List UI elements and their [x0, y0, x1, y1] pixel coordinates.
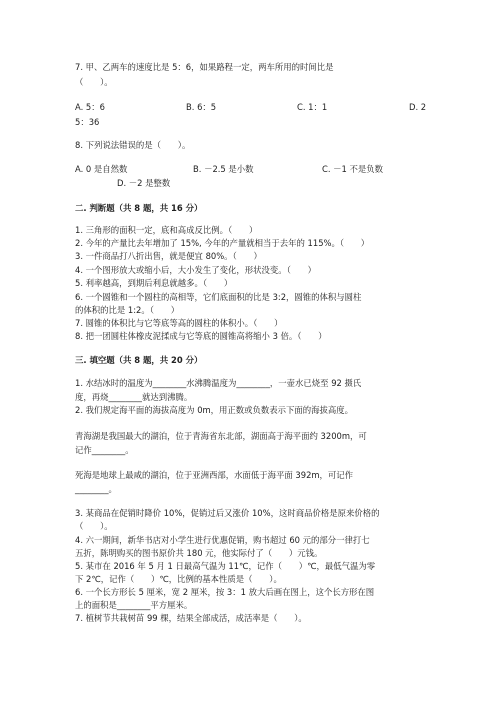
fill-q1-line2: 度，再烧________就达到沸腾。 — [75, 392, 193, 402]
judge-item-7: 7. 圆锥的体积比与它等底等高的圆柱的体积小。（ ） — [75, 318, 283, 328]
judge-item-6-cont: 的体积的比是 1:2。（ ） — [75, 305, 180, 315]
fill-q2: 2. 我们规定海平面的海拔高度为 0m，用正数或负数表示下面的海拔高度。 — [75, 405, 354, 415]
section2-title: 二. 判断题（共 8 题，共 16 分） — [75, 203, 203, 213]
section3-title: 三. 填空题（共 8 题，共 20 分） — [75, 355, 203, 365]
fill-q6-line2: 上的面积是________平方厘米。 — [75, 600, 193, 610]
q7-option-a: A. 5：6 — [75, 102, 105, 112]
q7-line2: （ ）。 — [75, 77, 113, 87]
judge-item-5: 5. 利率越高，到期后利息就越多。（ ） — [75, 278, 233, 288]
judge-item-8: 8. 把一团圆柱体橡皮泥揉成与它等底的圆锥高将缩小 3 倍。（ ） — [75, 331, 327, 341]
q7-option-c: C. 1：1 — [297, 102, 328, 112]
q7-option-d-cont: 5：36 — [75, 117, 100, 127]
fill-q3-line2: （ ）。 — [75, 521, 113, 531]
judge-item-1: 1. 三角形的面积一定，底和高成反比例。（ ） — [75, 225, 258, 235]
judge-item-2: 2. 今年的产量比去年增加了 15%, 今年的产量就相当于去年的 115%。（ ） — [75, 238, 370, 248]
q8-option-c: C. －1 不是负数 — [322, 164, 384, 174]
judge-item-4: 4. 一个图形放大或缩小后，大小发生了变化，形状没变。（ ） — [75, 265, 316, 275]
fill-q2b-line1: 死海是地球上最咸的湖泊，位于亚洲西部，水面低于海平面 392m，可记作 — [75, 470, 354, 480]
fill-q7: 7. 植树节共栽树苗 99 棵，结果全部成活，成活率是（ ）。 — [75, 613, 307, 623]
fill-q5-line2: 下 2℃，记作（ ）℃，比例的基本性质是（ ）。 — [75, 574, 282, 584]
q7-line1: 7. 甲、乙两车的速度比是 5：6，如果路程一定，两车所用的时间比是 — [75, 62, 334, 72]
fill-q2a-line2: 记作________。 — [75, 445, 134, 455]
fill-q2a-line1: 青海湖是我国最大的湖泊，位于青海省东北部，湖面高于海平面约 3200m，可 — [75, 431, 367, 441]
fill-q1-line1: 1. 水结冰时的温度为________水沸腾温度为________，一壶水已烧至 92 摄氏 — [75, 378, 362, 388]
q8-option-a: A. 0 是自然数 — [75, 164, 128, 174]
q7-option-d: D. 2 — [409, 102, 427, 112]
fill-q6-line1: 6. 一个长方形长 5 厘米，宽 2 厘米，按 3：1 放大后画在图上，这个长方形在图 — [75, 587, 375, 597]
judge-item-3: 3. 一件商品打八折出售，就是便宜 80%。（ ） — [75, 251, 262, 261]
q8-option-b: B. －2.5 是小数 — [193, 164, 254, 174]
fill-q3-line1: 3. 某商品在促销时降价 10%，促销过后又涨价 10%，这时商品价格是原来价格的 — [75, 508, 380, 518]
q8-stem: 8. 下列说法错误的是（ ）。 — [75, 140, 191, 150]
fill-q4-line1: 4. 六一期间，新华书店对小学生进行优惠促销，购书超过 60 元的部分一律打七 — [75, 535, 370, 545]
judge-item-6: 6. 一个圆锥和一个圆柱的高相等，它们底面积的比是 3:2，圆锥的体积与圆柱 — [75, 292, 362, 302]
fill-q4-line2: 五折，陈明购买的图书原价共 180 元，他实际付了（ ）元钱。 — [75, 548, 323, 558]
q8-option-d: D. －2 是整数 — [117, 178, 171, 188]
fill-q2b-line2: ________。 — [75, 484, 117, 494]
q7-option-b: B. 6：5 — [186, 102, 217, 112]
fill-q5-line1: 5. 某市在 2016 年 5 月 1 日最高气温为 11℃，记作（ ）℃，最低气温为零 — [75, 561, 376, 571]
